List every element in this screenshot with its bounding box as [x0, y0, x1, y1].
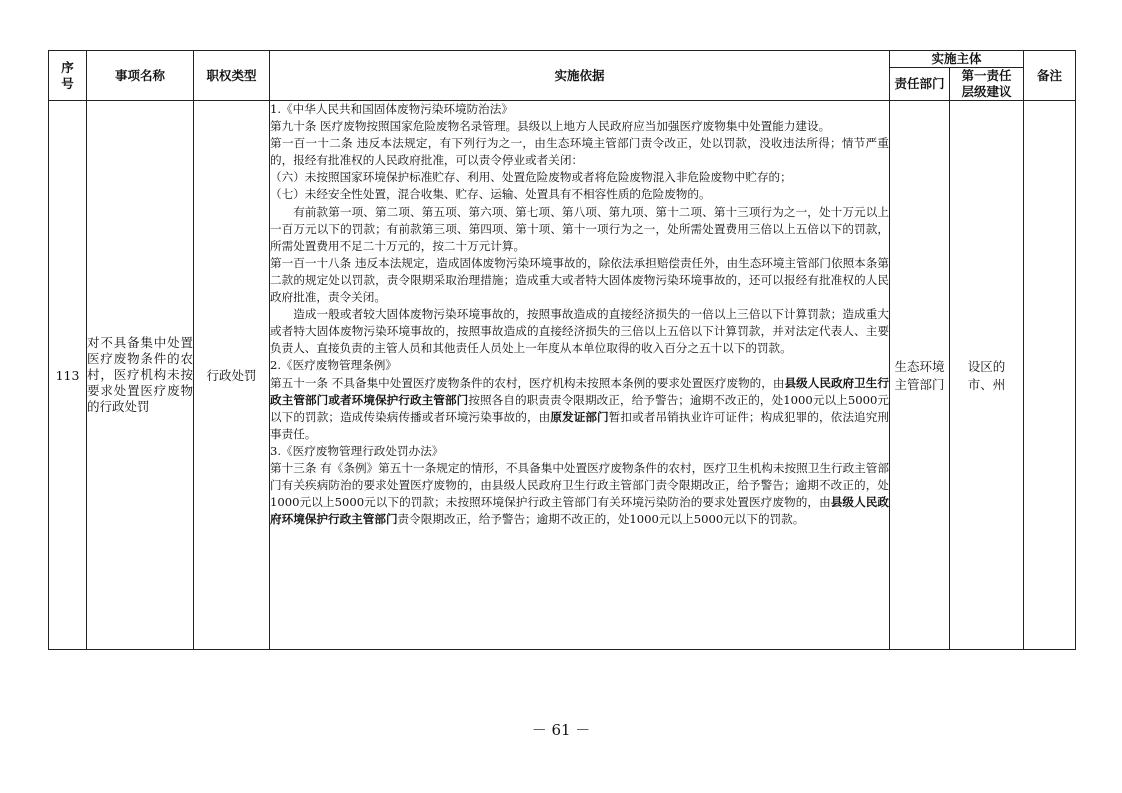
basis-article-118: 第一百一十八条 违反本法规定，造成固体废物污染环境事故的，除依法承担赔偿责任外，由生态环境主管部门依照本条第二款的规定处以罚款，责令限期采取治理措施；造成重大或者特大固体废物污染环境事故的，还可以报经有批准权的人民政府批准，责令关闭。: [270, 255, 889, 305]
header-power-type: 职权类型: [194, 51, 270, 101]
header-item-name: 事项名称: [87, 51, 194, 101]
header-dept: 责任部门: [890, 68, 950, 101]
basis-article-51: 第五十一条 不具备集中处置医疗废物条件的农村，医疗机构未按照本条例的要求处置医疗废物的，由县级人民政府卫生行政主管部门或者环境保护行政主管部门按照各自的职责责令限期改正，给予警告；逾期不改正的，处1000元以上5000元以下的罚款；造成传染病传播或者环境污染事故的，由原发证部门暂扣或者吊销执业许可证件；构成犯罪的，依法追究刑事责任。: [270, 375, 889, 441]
header-subject: 实施主体: [890, 51, 1024, 68]
row-remark: [1024, 101, 1076, 650]
row-item-name: 对不具备集中处置医疗废物条件的农村，医疗机构未按要求处置医疗废物的行政处罚: [87, 101, 194, 650]
header-basis: 实施依据: [270, 51, 890, 101]
basis-law-title-3: 3.《医疗废物管理行政处罚办法》: [270, 443, 444, 458]
basis-law-title-1: 1.《中华人民共和国固体废物污染环境防治法》: [270, 102, 513, 116]
enforcement-table: [48, 50, 1076, 650]
row-dept: 生态环境主管部门: [890, 101, 950, 650]
row-basis: [270, 101, 890, 650]
basis-law-title-2: 2.《医疗废物管理条例》: [270, 358, 397, 373]
header-seq: 序号: [49, 51, 87, 101]
table-row: [49, 101, 1076, 650]
basis-penalty-paragraph: 有前款第一项、第二项、第五项、第六项、第七项、第八项、第九项、第十二项、第十三项行为之一，处十万元以上一百万元以下的罚款；有前款第三项、第四项、第十项、第十一项行为之一，处所需处置费用三倍以上五倍以下的罚款，所需处置费用不足二十万元的，按二十万元计算。: [270, 204, 889, 253]
basis-article-112: 第一百一十二条 违反本法规定，有下列行为之一，由生态环境主管部门责令改正，处以罚款，没收违法所得；情节严重的，报经有批准权的人民政府批准，可以责令停业或者关闭：: [270, 136, 889, 168]
basis-accident-paragraph: 造成一般或者较大固体废物污染环境事故的，按照事故造成的直接经济损失的一倍以上三倍以下计算罚款；造成重大或者特大固体废物污染环境事故的，按照事故造成的直接经济损失的三倍以上五倍以下计算罚款，并对法定代表人、主要负责人、直接负责的主管人员和其他责任人员处上一年度从本单位取得的收入百分之五十以下的罚款。: [270, 307, 889, 356]
basis-item-6: （六）未按照国家环境保护标准贮存、利用、处置危险废物或者将危险废物混入非危险废物中贮存的；: [270, 170, 792, 185]
page-number: － 61 －: [531, 721, 591, 739]
basis-article-13: 第十三条 有《条例》第五十一条规定的情形，不具备集中处置医疗废物条件的农村，医疗卫生机构未按照卫生行政主管部门有关疾病防治的要求处置医疗废物的，由县级人民政府卫生行政主管部门责令限期改正，给予警告；逾期不改正的，处1000元以上5000元以下的罚款；未按照环境保护行政主管部门有关环境污染防治的要求处置医疗废物的，由县级人民政府环境保护行政主管部门责令限期改正，给予警告；逾期不改正的，处1000元以上5000元以下的罚款。: [270, 460, 889, 527]
basis-item-7: （七）未经安全性处置，混合收集、贮存、运输、处置具有不相容性质的危险废物的。: [270, 187, 711, 202]
basis-article-90: 第九十条 医疗废物按照国家危险废物名录管理。县级以上地方人民政府应当加强医疗废物集中处置能力建设。: [270, 119, 831, 134]
bold-authority-2: 原发证部门: [550, 409, 609, 424]
bold-authority-1: 县级人民政府卫生行政主管部门或者环境保护行政主管部门: [270, 375, 889, 407]
bold-authority-3: 县级人民政府环境保护行政主管部门: [270, 495, 889, 527]
row-power-type: 行政处罚: [194, 101, 270, 650]
row-level: 设区的市、州: [950, 101, 1024, 650]
header-level: 第一责任层级建议: [950, 68, 1024, 101]
header-remark: 备注: [1024, 51, 1076, 101]
row-seq: 113: [49, 101, 87, 650]
